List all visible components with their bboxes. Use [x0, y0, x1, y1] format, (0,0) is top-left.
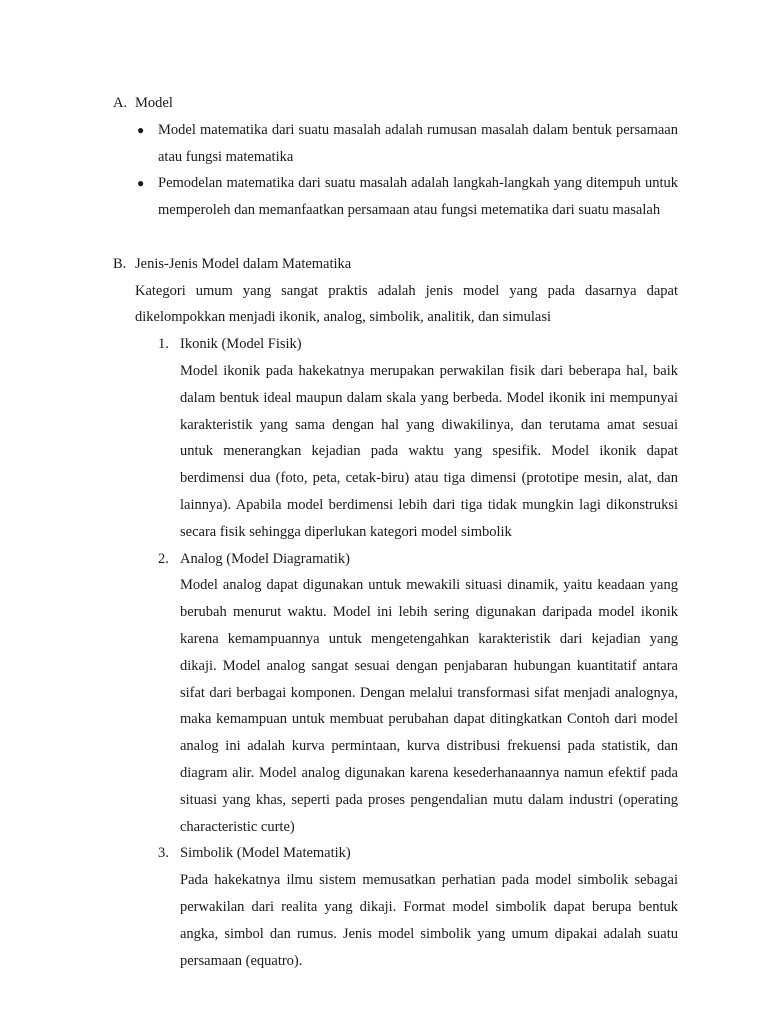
bullet-item	[0, 170, 768, 224]
model-type-item	[0, 546, 768, 841]
section-b-title: Jenis-Jenis Model dalam Matematika	[135, 255, 352, 272]
model-type-heading	[0, 840, 768, 867]
model-type-list	[0, 331, 768, 974]
model-type-item	[0, 331, 768, 545]
section-a-title: Model	[135, 95, 173, 111]
model-type-heading	[0, 331, 768, 358]
model-type-number: 2.	[158, 550, 169, 567]
model-type-heading	[0, 546, 768, 573]
model-type-title: Ikonik (Model Fisik)	[180, 336, 302, 353]
model-type-description: Pada hakekatnya ilmu sistem memusatkan perhatian pada model simbolik sebagai perwakilan dari realita yang dikaji. Format model simbolik dapat berupa bentuk angka, simbol dan rumus. Jenis model simbolik yang umum dipakai adalah suatu persamaan (equatro).	[180, 872, 678, 969]
model-type-title: Simbolik (Model Matematik)	[180, 845, 351, 862]
model-type-number: 1.	[158, 336, 169, 353]
bullet-text: Pemodelan matematika dari suatu masalah adalah langkah-langkah yang ditempuh untuk memperoleh dan memanfaatkan persamaan atau fungsi metematika dari suatu masalah	[158, 175, 678, 219]
model-type-item	[0, 840, 768, 974]
model-type-description: Model analog dapat digunakan untuk mewakili situasi dinamik, yaitu keadaan yang berubah menurut waktu. Model ini lebih sering digunakan daripada model ikonik karena kemampuannya untuk mengetengahkan karakteristik dari kejadian yang dikaji. Model analog sangat sesuai dengan penjabaran hubungan kuantitatif antara sifat dari berbagai komponen. Dengan melalui transformasi sifat menjadi analognya, maka kemampuan untuk membuat perubahan dapat ditingkatkan Contoh dari model analog ini adalah kurva permintaan, kurva distribusi frekuensi pada statistik, dan diagram alir. Model analog digunakan karena kesederhanaannya namun efektif pada situasi yang khas, seperti pada proses pengendalian mutu dalam industri (operating characteristic curte)	[180, 577, 678, 835]
section-a-marker: A.	[113, 95, 128, 111]
document-content	[0, 90, 768, 974]
bullet-dot-icon: ●	[137, 176, 145, 191]
section-b-heading	[0, 251, 768, 278]
model-type-title: Analog (Model Diagramatik)	[180, 550, 350, 567]
bullet-dot-icon: ●	[137, 122, 145, 137]
bullet-text: Model matematika dari suatu masalah adalah rumusan masalah dalam bentuk persamaan atau fungsi matematika	[158, 121, 678, 165]
bullet-item	[0, 117, 768, 171]
model-type-number: 3.	[158, 845, 169, 862]
section-a-heading	[0, 90, 768, 117]
section-b-marker: B.	[113, 255, 127, 272]
model-type-description: Model ikonik pada hakekatnya merupakan perwakilan fisik dari beberapa hal, baik dalam bentuk ideal maupun dalam skala yang berbeda. Model ikonik ini mempunyai karakteristik yang sama dengan hal yang diwakilinya, dan terutama amat sesuai untuk menerangkan kejadian pada waktu yang spesifik. Model ikonik dapat berdimensi dua (foto, peta, cetak-biru) atau tiga dimensi (prototipe mesin, alat, dan lainnya). Apabila model berdimensi lebih dari tiga tidak mungkin lagi dikonstruksi secara fisik sehingga diperlukan kategori model simbolik	[180, 362, 678, 540]
section-a-bullet-list	[0, 117, 768, 224]
section-spacer	[0, 224, 768, 251]
section-b-intro: Kategori umum yang sangat praktis adalah jenis model yang pada dasarnya dapat dikelompokkan menjadi ikonik, analog, simbolik, analitik, dan simulasi	[135, 282, 678, 326]
